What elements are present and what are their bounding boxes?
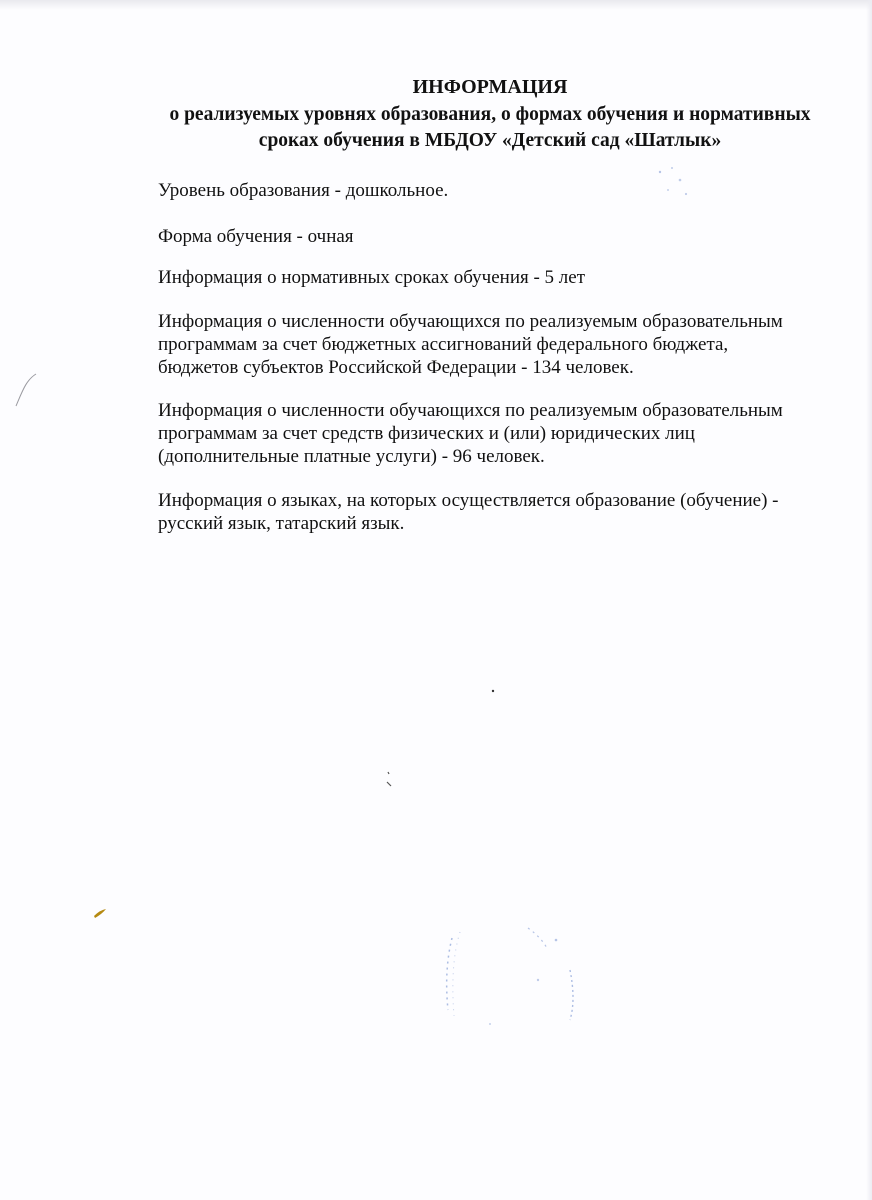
paragraph-study-form — [158, 225, 838, 248]
scan-shadow-right — [866, 0, 872, 1200]
paragraph-education-level — [158, 179, 838, 202]
ink-dot — [490, 688, 496, 694]
paragraph-line: Информация о нормативных сроках обучения - 5 лет — [158, 267, 586, 288]
paragraph-paid-students — [158, 399, 838, 468]
paragraph-line: Информация о языках, на которых осуществляется образование (обучение) - — [158, 490, 779, 511]
document-subtitle — [140, 102, 840, 154]
paragraph-line: программам за счет средств физических и (или) юридических лиц — [158, 423, 695, 444]
paragraph-line: Информация о численности обучающихся по реализуемым образовательным — [158, 311, 783, 332]
document-title: ИНФОРМАЦИЯ — [412, 76, 568, 98]
paragraph-languages — [158, 489, 838, 535]
paragraph-budget-students — [158, 310, 838, 379]
paragraph-line: бюджетов субъектов Российской Федерации - 134 человек. — [158, 357, 634, 378]
subtitle-line: о реализуемых уровнях образования, о формах обучения и нормативных — [169, 104, 811, 125]
stamp-speckles-bottom — [430, 920, 600, 1040]
subtitle-line: сроках обучения в МБДОУ «Детский сад «Шатлык» — [258, 130, 722, 151]
stain-mark — [92, 906, 108, 920]
paragraph-study-duration — [158, 266, 838, 289]
paragraph-line: Форма обучения - очная — [158, 226, 354, 247]
paragraph-line: (дополнительные платные услуги) - 96 человек. — [158, 446, 545, 467]
paragraph-line: Информация о численности обучающихся по реализуемым образовательным — [158, 400, 783, 421]
ink-tick — [382, 770, 396, 790]
paragraph-line: Уровень образования - дошкольное. — [158, 180, 449, 201]
paragraph-line: русский язык, татарский язык. — [158, 513, 405, 534]
scan-shadow-top — [0, 0, 872, 10]
margin-pencil-mark — [10, 370, 40, 410]
paragraph-line: программам за счет бюджетных ассигнований федерального бюджета, — [158, 334, 729, 355]
stamp-speckles-top — [650, 160, 700, 210]
